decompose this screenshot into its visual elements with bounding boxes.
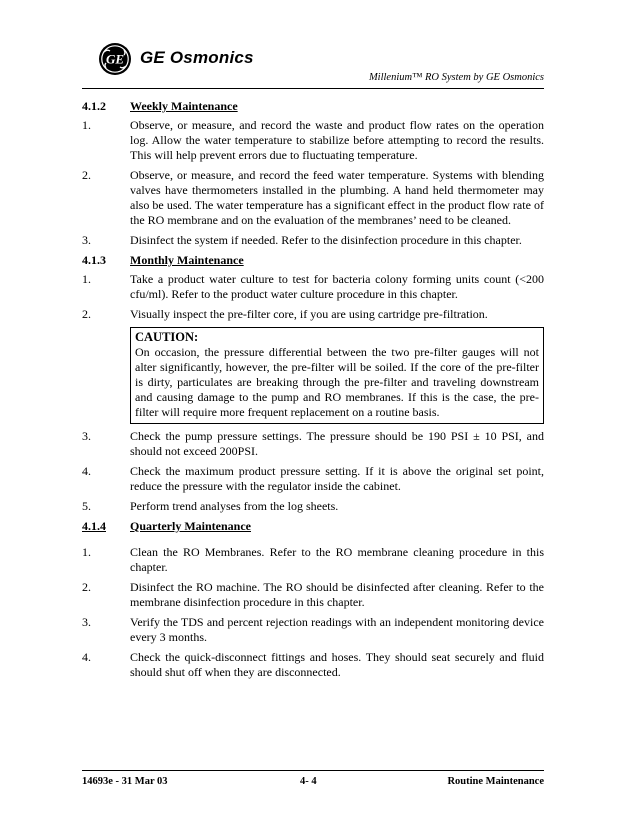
item-text: Disinfect the RO machine. The RO should be disinfected after cleaning. Refer to the membrane disinfection procedure in this chapter.	[130, 580, 544, 609]
section-title: Weekly Maintenance	[130, 99, 238, 113]
item-number: 3.	[82, 429, 91, 443]
list-item	[82, 499, 544, 514]
item-number: 3.	[82, 233, 91, 247]
caution-text: On occasion, the pressure differential between the two pre-filter gauges will not alter significantly, however, the pre-filter will be soiled. If the core of the pre-filter is dirty, particulates are breaking through the pre-filter and traveling downstream and causing damage to the pump and RO membranes. If this is the case, the pre-filter will require more frequent replacement on a routine basis.	[135, 345, 539, 419]
section-number: 4.1.3	[82, 253, 106, 267]
brand-name: GE Osmonics	[140, 48, 254, 67]
list-item	[82, 429, 544, 459]
item-text: Clean the RO Membranes. Refer to the RO membrane cleaning procedure in this chapter.	[130, 545, 544, 574]
item-text: Verify the TDS and percent rejection readings with an independent monitoring device every 3 months.	[130, 615, 544, 644]
section-number: 4.1.4	[82, 519, 106, 533]
document-body	[82, 99, 544, 685]
svg-text:GE: GE	[105, 51, 125, 67]
item-number: 1.	[82, 272, 91, 286]
header-rule	[82, 88, 544, 89]
list-item	[82, 650, 544, 680]
item-number: 1.	[82, 545, 91, 559]
item-number: 4.	[82, 650, 91, 664]
list-item	[82, 580, 544, 610]
footer-page-number: 4- 4	[300, 776, 317, 787]
item-number: 2.	[82, 307, 91, 321]
list-item	[82, 118, 544, 163]
list-item	[82, 545, 544, 575]
item-text: Check the pump pressure settings. The pressure should be 190 PSI ± 10 PSI, and should not exceed 200PSI.	[130, 429, 544, 458]
section-number: 4.1.2	[82, 99, 106, 113]
item-number: 3.	[82, 615, 91, 629]
item-text: Disinfect the system if needed. Refer to the disinfection procedure in this chapter.	[130, 233, 522, 247]
section-title: Monthly Maintenance	[130, 253, 244, 267]
list-item	[82, 307, 544, 322]
caution-heading: CAUTION:	[135, 330, 199, 344]
list-item	[82, 272, 544, 302]
section-title: Quarterly Maintenance	[130, 519, 251, 533]
item-number: 5.	[82, 499, 91, 513]
item-number: 1.	[82, 118, 91, 132]
ge-monogram-icon	[98, 42, 132, 76]
footer-rule	[82, 770, 544, 771]
item-number: 2.	[82, 168, 91, 182]
section-heading-monthly	[82, 253, 544, 268]
section-heading-quarterly	[82, 519, 544, 534]
item-text: Observe, or measure, and record the waste and product flow rates on the operation log. Allow the water temperature to stabilize before attempting to record the results. This will help prevent errors due to fluctuating temperature.	[130, 118, 544, 162]
item-number: 4.	[82, 464, 91, 478]
item-text: Check the quick-disconnect fittings and hoses. They should seat securely and fluid should shut off when they are disconnected.	[130, 650, 544, 679]
item-text: Observe, or measure, and record the feed water temperature. Systems with blending valves have thermometers installed in the plumbing. A hand held thermometer may also be used. The water temperature has a significant effect in the product flow rate of the RO membrane and on the evaluation of the membranes’ need to be cleaned.	[130, 168, 544, 227]
footer-chapter: Routine Maintenance	[447, 776, 544, 787]
item-text: Perform trend analyses from the log sheets.	[130, 499, 339, 513]
item-number: 2.	[82, 580, 91, 594]
item-text: Check the maximum product pressure setting. If it is above the original set point, reduce the pressure with the regulator inside the cabinet.	[130, 464, 544, 493]
header-subtitle: Millenium™ RO System by GE Osmonics	[368, 72, 544, 83]
caution-box	[130, 327, 544, 424]
item-text: Visually inspect the pre-filter core, if you are using cartridge pre-filtration.	[130, 307, 488, 321]
footer-doc-id: 14693e - 31 Mar 03	[82, 776, 168, 787]
list-item	[82, 464, 544, 494]
list-item	[82, 168, 544, 228]
spacer	[82, 538, 544, 545]
section-heading-weekly	[82, 99, 544, 114]
list-item	[82, 615, 544, 645]
item-text: Take a product water culture to test for bacteria colony forming units count (<200 cfu/ml). Refer to the product water culture procedure in this chapter.	[130, 272, 544, 301]
list-item	[82, 233, 544, 248]
